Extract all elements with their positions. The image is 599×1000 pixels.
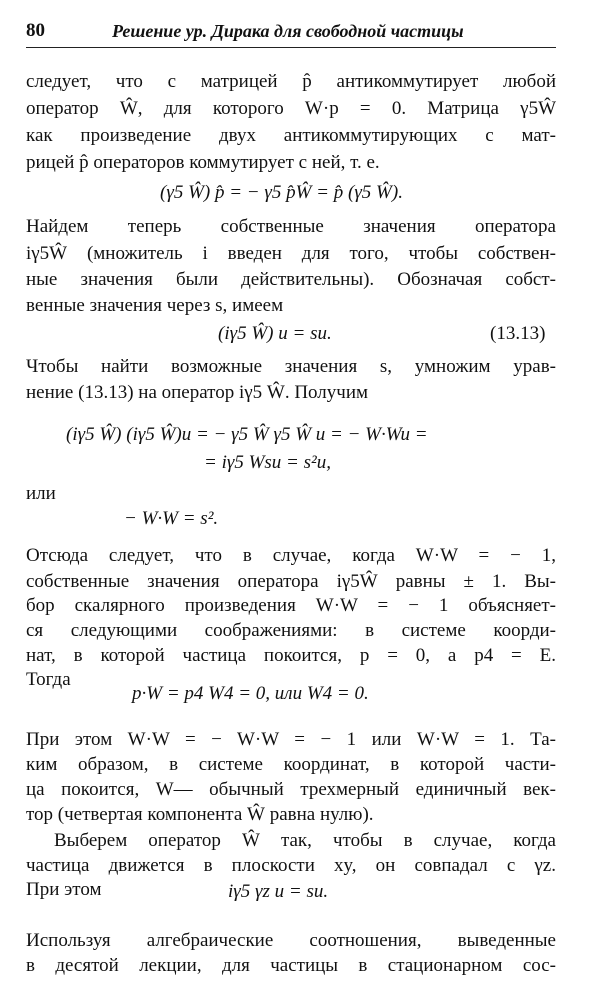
formula: (iγ5 Ŵ) (iγ5 Ŵ)u = − γ5 Ŵ γ5 Ŵ u = − W·Wu = [66, 424, 428, 445]
text-line: ные значения были действительны). Обозначая собст- [26, 269, 556, 290]
text-line: При этом [26, 879, 102, 900]
text-line: частица движется в плоскости xy, он совпадал с γz. [26, 855, 556, 876]
text-line: Тогда [26, 669, 71, 690]
formula: iγ5 γz u = su. [228, 881, 329, 902]
text-line: Найдем теперь собственные значения оператора [26, 216, 556, 237]
text-line: Чтобы найти возможные значения s, умножим урав- [26, 356, 556, 377]
text-line: тор (четвертая компонента Ŵ равна нулю). [26, 804, 374, 825]
text-line: При этом W·W = − W·W = − 1 или W·W = 1. Та- [26, 729, 556, 750]
formula: − W·W = s². [124, 508, 219, 529]
text-line: ся следующими соображениями: в системе коорди- [26, 620, 556, 641]
page-header [26, 20, 556, 44]
text-line: в десятой лекции, для частицы в стационарном сос- [26, 955, 556, 976]
text-line: нат, в которой частица покоится, p = 0, а p4 = E. [26, 645, 556, 666]
equation-number: (13.13) [490, 323, 546, 344]
formula: (γ5 Ŵ) p̂ = − γ5 p̂Ŵ = p̂ (γ5 Ŵ). [160, 182, 403, 203]
text-line: ца покоится, W— обычный трехмерный единичный век- [26, 779, 556, 800]
text-line: следует, что с матрицей p̂ антикоммутирует любой [26, 71, 556, 92]
text-line: Выберем оператор Ŵ так, чтобы в случае, когда [54, 830, 556, 851]
header-rule [26, 47, 556, 48]
text-line: как произведение двух антикоммутирующих с мат- [26, 125, 556, 146]
running-title: Решение ур. Дирака для свободной частицы [112, 21, 464, 41]
text-word: или [26, 483, 56, 504]
formula: p·W = p4 W4 = 0, или W4 = 0. [132, 683, 369, 704]
formula: = iγ5 Wsu = s²u, [204, 452, 331, 473]
text-line: бор скалярного произведения W·W = − 1 объясняет- [26, 595, 556, 616]
formula-13-13: (iγ5 Ŵ) u = su. [218, 323, 332, 344]
text-line: венные значения через s, имеем [26, 295, 284, 316]
text-line: ким образом, в системе координат, в которой части- [26, 754, 556, 775]
text-line: iγ5Ŵ (множитель i введен для того, чтобы собствен- [26, 243, 556, 264]
text-line: Используя алгебраические соотношения, выведенные [26, 930, 556, 951]
text-line: рицей p̂ операторов коммутирует с ней, т. е. [26, 152, 380, 173]
page-number: 80 [26, 20, 45, 41]
text-line: собственные значения оператора iγ5Ŵ равны ± 1. Вы- [26, 571, 556, 592]
text-line: оператор Ŵ, для которого W·p = 0. Матрица γ5Ŵ [26, 98, 556, 119]
text-line: нение (13.13) на оператор iγ5 Ŵ. Получим [26, 382, 369, 403]
text-line: Отсюда следует, что в случае, когда W·W = − 1, [26, 545, 556, 566]
